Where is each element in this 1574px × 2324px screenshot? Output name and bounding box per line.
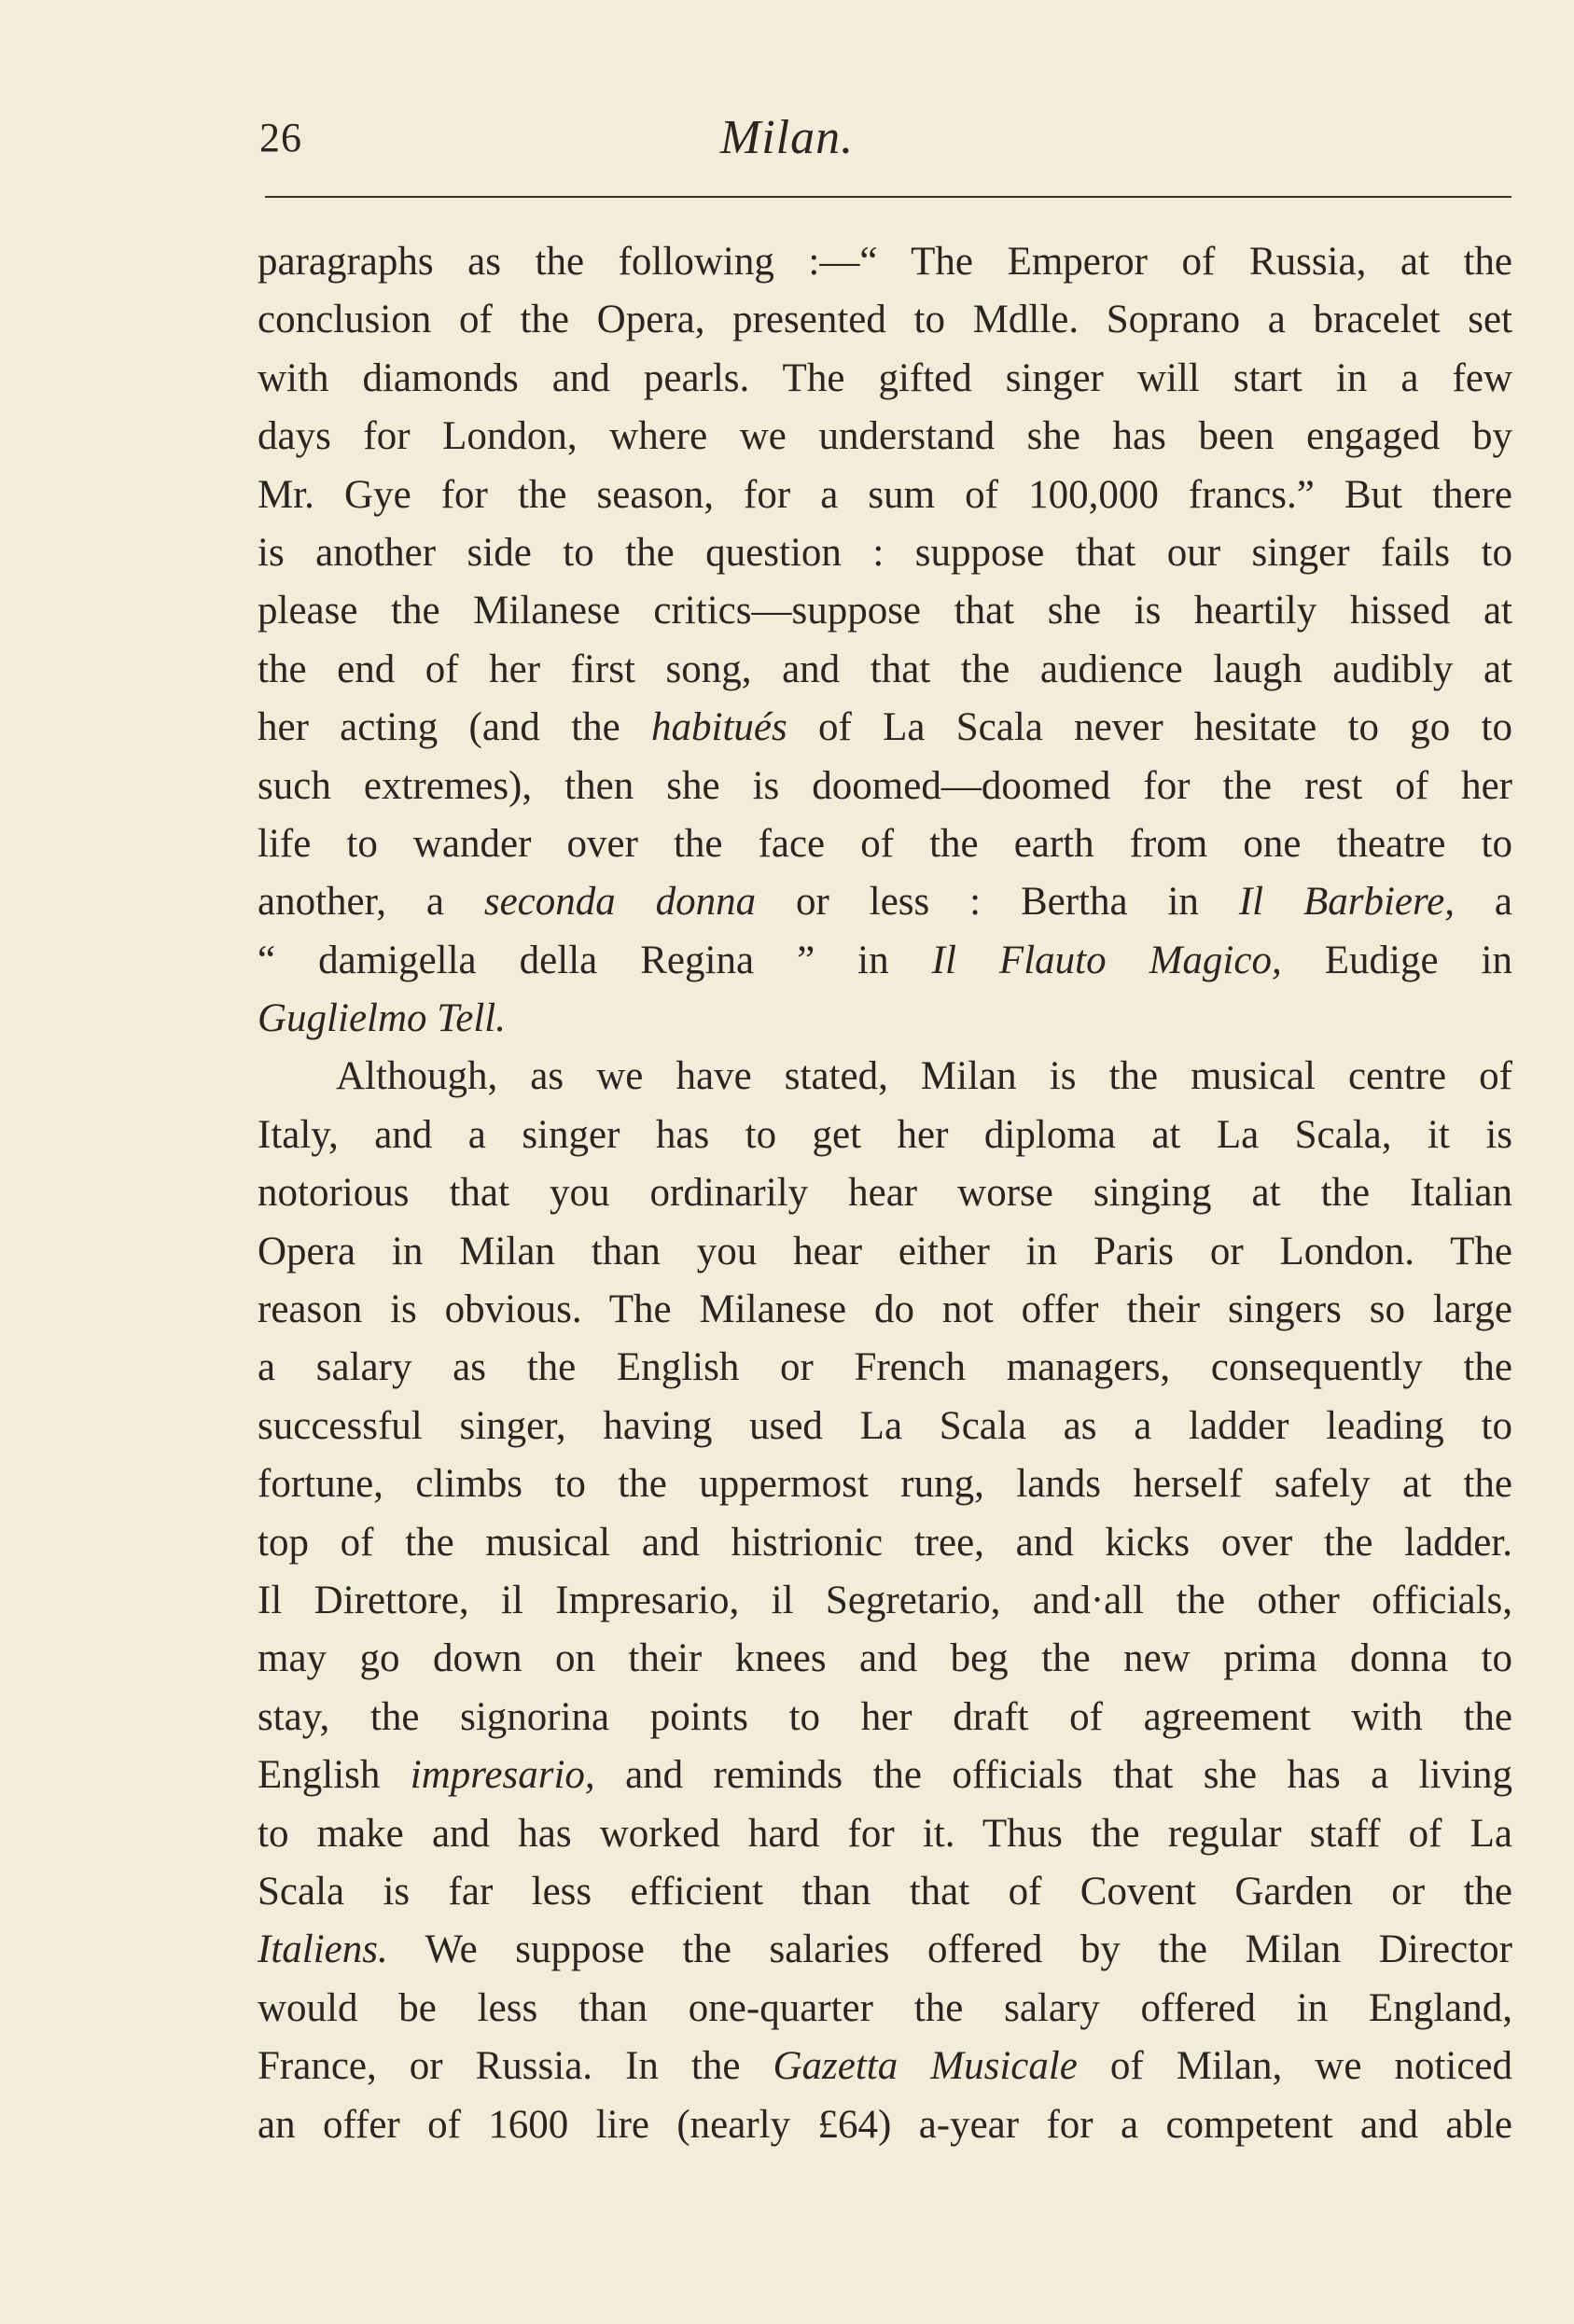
text-segment: another, a — [258, 880, 484, 925]
text-segment: with diamonds and pearls. The gifted singer will start in a few — [258, 355, 1512, 400]
text-segment: English — [258, 1753, 411, 1798]
text-segment: Scala is far less efficient than that of Covent Garden or the — [258, 1869, 1512, 1913]
text-line — [258, 1223, 1512, 1281]
text-segment: conclusion of the Opera, presented to Mdlle. Soprano a bracelet set — [258, 298, 1512, 342]
text-line — [258, 990, 1512, 1048]
text-line — [258, 1746, 1512, 1804]
text-line — [258, 873, 1512, 931]
italic-text: Guglielmo Tell. — [258, 996, 506, 1041]
text-line — [258, 1048, 1512, 1106]
text-line — [258, 350, 1512, 408]
text-segment: such extremes), then she is doomed—doomed for the rest of her — [258, 763, 1512, 808]
italic-text: Il Flauto Magico, — [931, 938, 1282, 982]
italic-text: Il Barbiere, — [1238, 880, 1455, 925]
text-segment: a salary as the English or French managers, consequently the — [258, 1345, 1512, 1390]
text-line — [258, 815, 1512, 873]
text-line — [258, 408, 1512, 466]
text-line — [258, 1805, 1512, 1863]
text-segment: “ damigella della Regina ” in — [258, 938, 932, 982]
text-line — [258, 1514, 1512, 1572]
text-segment: Opera in Milan than you hear either in Paris or London. The — [258, 1229, 1512, 1273]
text-segment: Eudige in — [1281, 938, 1513, 982]
italic-text: Gazetta Musicale — [773, 2044, 1078, 2089]
text-segment: would be less than one-quarter the salary offered in England, — [258, 1985, 1512, 2030]
text-segment: France, or Russia. In the — [258, 2044, 773, 2089]
text-line — [258, 758, 1512, 815]
text-segment: notorious that you ordinarily hear worse singing at the Italian — [258, 1171, 1512, 1216]
text-segment: and reminds the officials that she has a living — [594, 1753, 1512, 1798]
text-segment: life to wander over the face of the earth from one theatre to — [258, 821, 1512, 866]
text-line — [258, 233, 1512, 291]
text-segment: a — [1455, 880, 1512, 925]
text-segment: of Milan, we noticed — [1077, 2044, 1512, 2089]
text-segment: is another side to the question : suppose that our singer fails to — [258, 530, 1512, 575]
text-segment: to make and has worked hard for it. Thus the regular staff of La — [258, 1811, 1512, 1856]
text-segment: We suppose the salaries offered by the Milan Director — [387, 1927, 1512, 1972]
text-line — [258, 641, 1512, 699]
text-line — [258, 1339, 1512, 1397]
text-line — [258, 1572, 1512, 1630]
text-segment: Il Direttore, il Impresario, il Segretario, and·all the other officials, — [258, 1578, 1512, 1622]
text-line — [258, 1455, 1512, 1513]
text-line — [258, 524, 1512, 582]
text-line — [258, 291, 1512, 349]
text-segment: successful singer, having used La Scala as a ladder leading to — [258, 1403, 1512, 1448]
text-line — [258, 1921, 1512, 1979]
running-head: Milan. — [719, 111, 855, 164]
text-segment: paragraphs as the following :—“ The Emperor of Russia, at the — [258, 240, 1512, 284]
text-segment: days for London, where we understand she has been engaged by — [258, 414, 1512, 459]
text-segment: Although, as we have stated, Milan is the musical centre of — [336, 1054, 1512, 1099]
text-segment: Italy, and a singer has to get her diploma at La Scala, it is — [258, 1112, 1512, 1157]
italic-text: seconda donna — [483, 880, 757, 925]
page-number: 26 — [259, 115, 302, 160]
italic-text: impresario, — [410, 1753, 595, 1798]
text-line — [258, 1863, 1512, 1921]
text-line — [258, 2096, 1512, 2154]
text-segment: top of the musical and histrionic tree, and kicks over the ladder. — [258, 1520, 1512, 1565]
text-segment: an offer of 1600 lire (nearly £64) a-year for a competent and able — [258, 2102, 1512, 2147]
text-line — [258, 1164, 1512, 1222]
body-text — [258, 233, 1512, 2154]
text-segment: or less : Bertha in — [756, 880, 1239, 925]
text-line — [258, 699, 1512, 757]
text-segment: of La Scala never hesitate to go to — [787, 705, 1512, 750]
text-segment: the end of her first song, and that the audience laugh audibly at — [258, 647, 1512, 691]
text-segment: her acting (and the — [258, 705, 652, 750]
italic-text: habitués — [651, 705, 787, 750]
text-line — [258, 466, 1512, 524]
text-line — [258, 1281, 1512, 1339]
text-line — [258, 1630, 1512, 1688]
text-line — [258, 1980, 1512, 2038]
text-line — [258, 2038, 1512, 2095]
text-segment: fortune, climbs to the uppermost rung, lands herself safely at the — [258, 1462, 1512, 1507]
text-line — [258, 1689, 1512, 1746]
text-line — [258, 1398, 1512, 1455]
text-segment: reason is obvious. The Milanese do not offer their singers so large — [258, 1287, 1512, 1332]
text-segment: stay, the signorina points to her draft of agreement with the — [258, 1694, 1512, 1739]
text-segment: may go down on their knees and beg the new prima donna to — [258, 1636, 1512, 1681]
text-segment: please the Milanese critics—suppose that she is heartily hissed at — [258, 589, 1512, 633]
header-rule — [265, 196, 1511, 198]
text-line — [258, 582, 1512, 640]
text-segment: Mr. Gye for the season, for a sum of 100,000 francs.” But there — [258, 472, 1512, 517]
text-line — [258, 932, 1512, 990]
text-line — [258, 1106, 1512, 1164]
italic-text: Italiens. — [258, 1927, 388, 1972]
